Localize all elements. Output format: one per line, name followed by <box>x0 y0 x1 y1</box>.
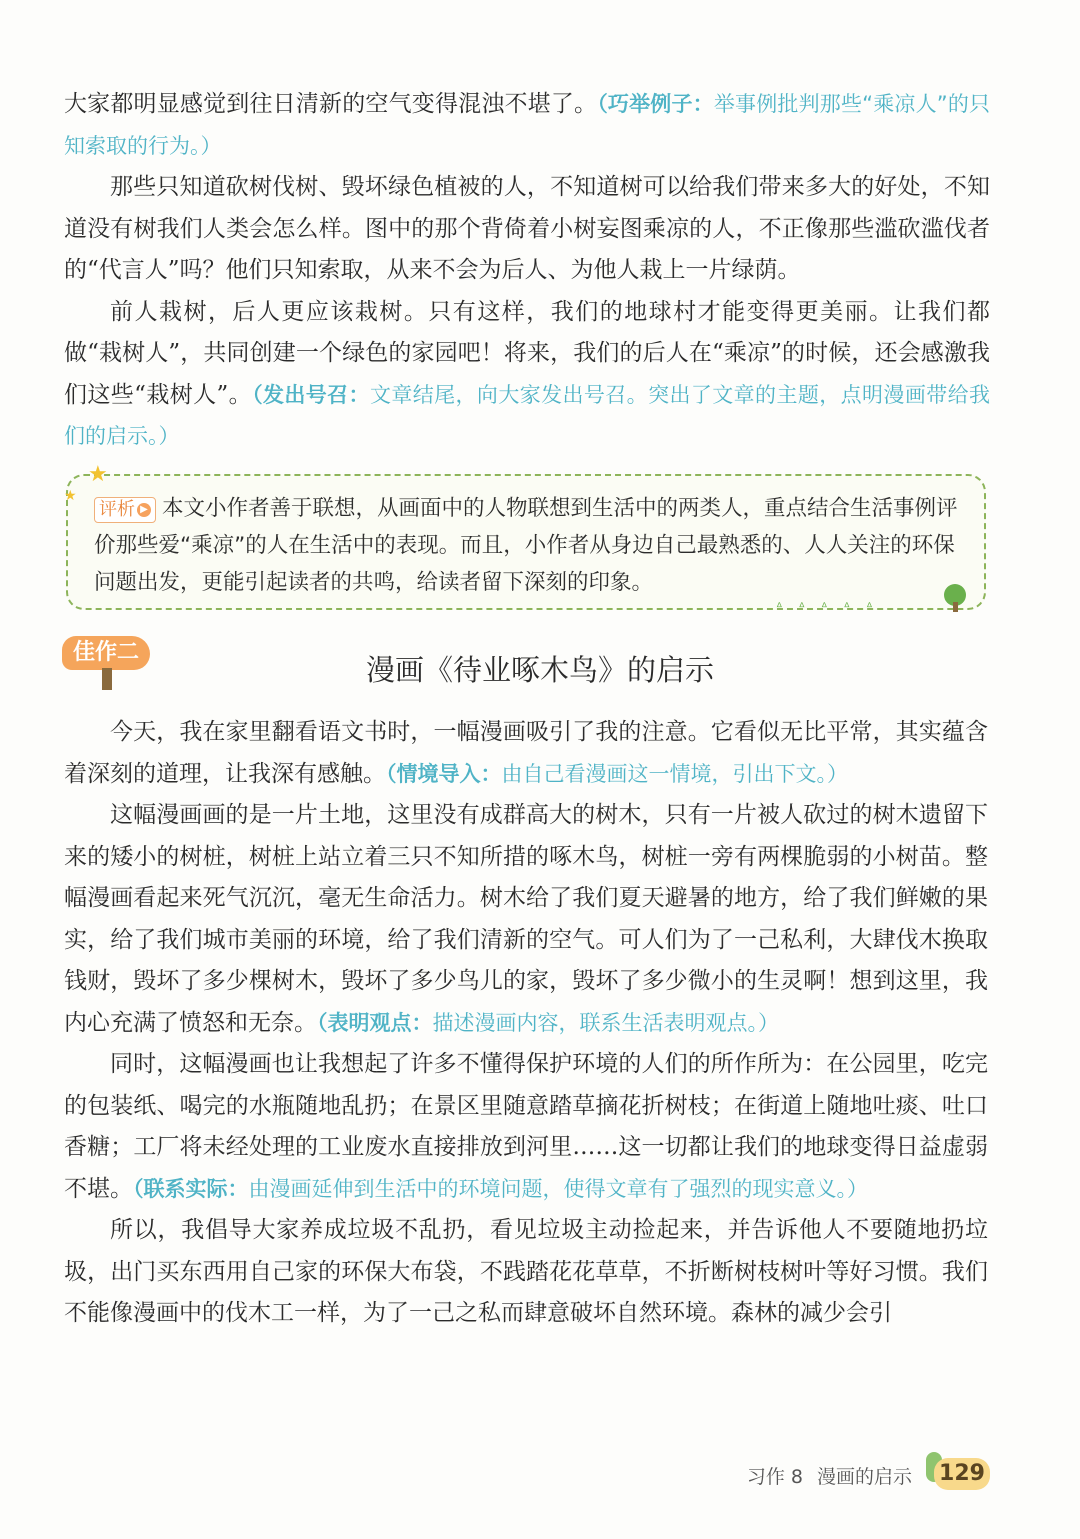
sprout-icons: ᐞᐞᐞᐞᐞ <box>776 600 889 614</box>
paragraph: 同时，这幅漫画也让我想起了许多不懂得保护环境的人们的所作所为：在公园里，吃完的包装纸、喝完的水瓶随地乱扔；在景区里随意踏草摘花折树枝；在街道上随地吐痰、吐口香糖；工厂将未经处理的工业废水直接排放到河里……这一切都让我们的地球变得日益虚弱不堪。（联系实际：由漫画延伸到生活中的环境问题，使得文章有了强烈的现实意义。） <box>64 1051 988 1202</box>
essay-one-continuation <box>64 84 990 458</box>
annotation: （巧举例子：举事例批判那些“乘凉人”的只知索取的行为。） <box>64 92 991 158</box>
review-tag: 评析 ▶ <box>94 497 156 523</box>
review-text: 评析 ▶ 本文小作者善于联想，从画面中的人物联想到生活中的两类人，重点结合生活事例评价那些爱“乘凉”的人在生活中的表现。而且，小作者从身边自己最熟悉的、人人关注的环保问题出发，更能引起读者的共鸣，给读者留下深刻的印象。 <box>94 496 958 595</box>
essay-title: 漫画《待业啄木鸟》的启示 <box>365 653 714 687</box>
annotation: （情境导入：由自己看漫画这一情境，引出下文。） <box>386 761 848 786</box>
footer-chapter: 漫画的启示 <box>816 1466 912 1488</box>
section-badge: 佳作二 <box>62 636 150 670</box>
annotation: （联系实际：由漫画延伸到生活中的环境问题，使得文章有了强烈的现实意义。） <box>133 1176 868 1201</box>
paragraph: 大家都明显感觉到往日清新的空气变得混浊不堪了。（巧举例子：举事例批判那些“乘凉人”的只知索取的行为。） <box>64 91 991 158</box>
star-icon: ★ <box>88 462 108 487</box>
paragraph: 那些只知道砍树伐树、毁坏绿色植被的人，不知道树可以给我们带来多大的好处，不知道没有树我们人类会怎么样。图中的那个背倚着小树妄图乘凉的人，不正像那些滥砍滥伐者的“代言人”吗？他们只知索取，从来不会为后人、为他人栽上一片绿荫。 <box>64 174 990 283</box>
page-number: 129 <box>934 1458 990 1490</box>
paragraph: 这幅漫画画的是一片土地，这里没有成群高大的树木，只有一片被人砍过的树木遗留下来的矮小的树桩，树桩上站立着三只不知所措的啄木鸟，树桩一旁有两棵脆弱的小树苗。整幅漫画看起来死气沉沉，毫无生命活力。树木给了我们夏天避暑的地方，给了我们鲜嫩的果实，给了我们城市美丽的环境，给了我们清新的空气。可人们为了一己私利，大肆伐木换取钱财，毁坏了多少棵树木，毁坏了多少鸟儿的家，毁坏了多少微小的生灵啊！想到这里，我内心充满了愤怒和无奈。（表明观点：描述漫画内容，联系生活表明观点。） <box>64 802 988 1036</box>
review-box <box>66 474 986 610</box>
star-icon: ★ <box>64 488 77 504</box>
tree-trunk-icon <box>953 602 958 612</box>
paragraph: 前人栽树，后人更应该栽树。只有这样，我们的地球村才能变得更美丽。让我们都做“栽树人”，共同创建一个绿色的家园吧！将来，我们的后人在“乘凉”的时候，还会感激我们这些“栽树人”。（发出号召：文章结尾，向大家发出号召。突出了文章的主题，点明漫画带给我们的启示。） <box>64 298 991 448</box>
annotation: （发出号召：文章结尾，向大家发出号召。突出了文章的主题，点明漫画带给我们的启示。） <box>64 382 991 448</box>
play-arrow-icon: ▶ <box>137 503 151 517</box>
footer-unit: 习作 8 <box>746 1466 803 1488</box>
paragraph: 今天，我在家里翻看语文书时，一幅漫画吸引了我的注意。它看似无比平常，其实蕴含着深刻的道理，让我深有感触。（情境导入：由自己看漫画这一情境，引出下文。） <box>64 719 988 787</box>
annotation: （表明观点：描述漫画内容，联系生活表明观点。） <box>317 1010 779 1035</box>
essay-two <box>64 712 988 1335</box>
paragraph: 所以，我倡导大家养成垃圾不乱扔，看见垃圾主动捡起来，并告诉他人不要随地扔垃圾，出门买东西用自己家的环保大布袋，不践踏花花草草，不折断树枝树叶等好习惯。我们不能像漫画中的伐木工一样，为了一己之私而肆意破坏自然环境。森林的减少会引 <box>64 1217 988 1326</box>
